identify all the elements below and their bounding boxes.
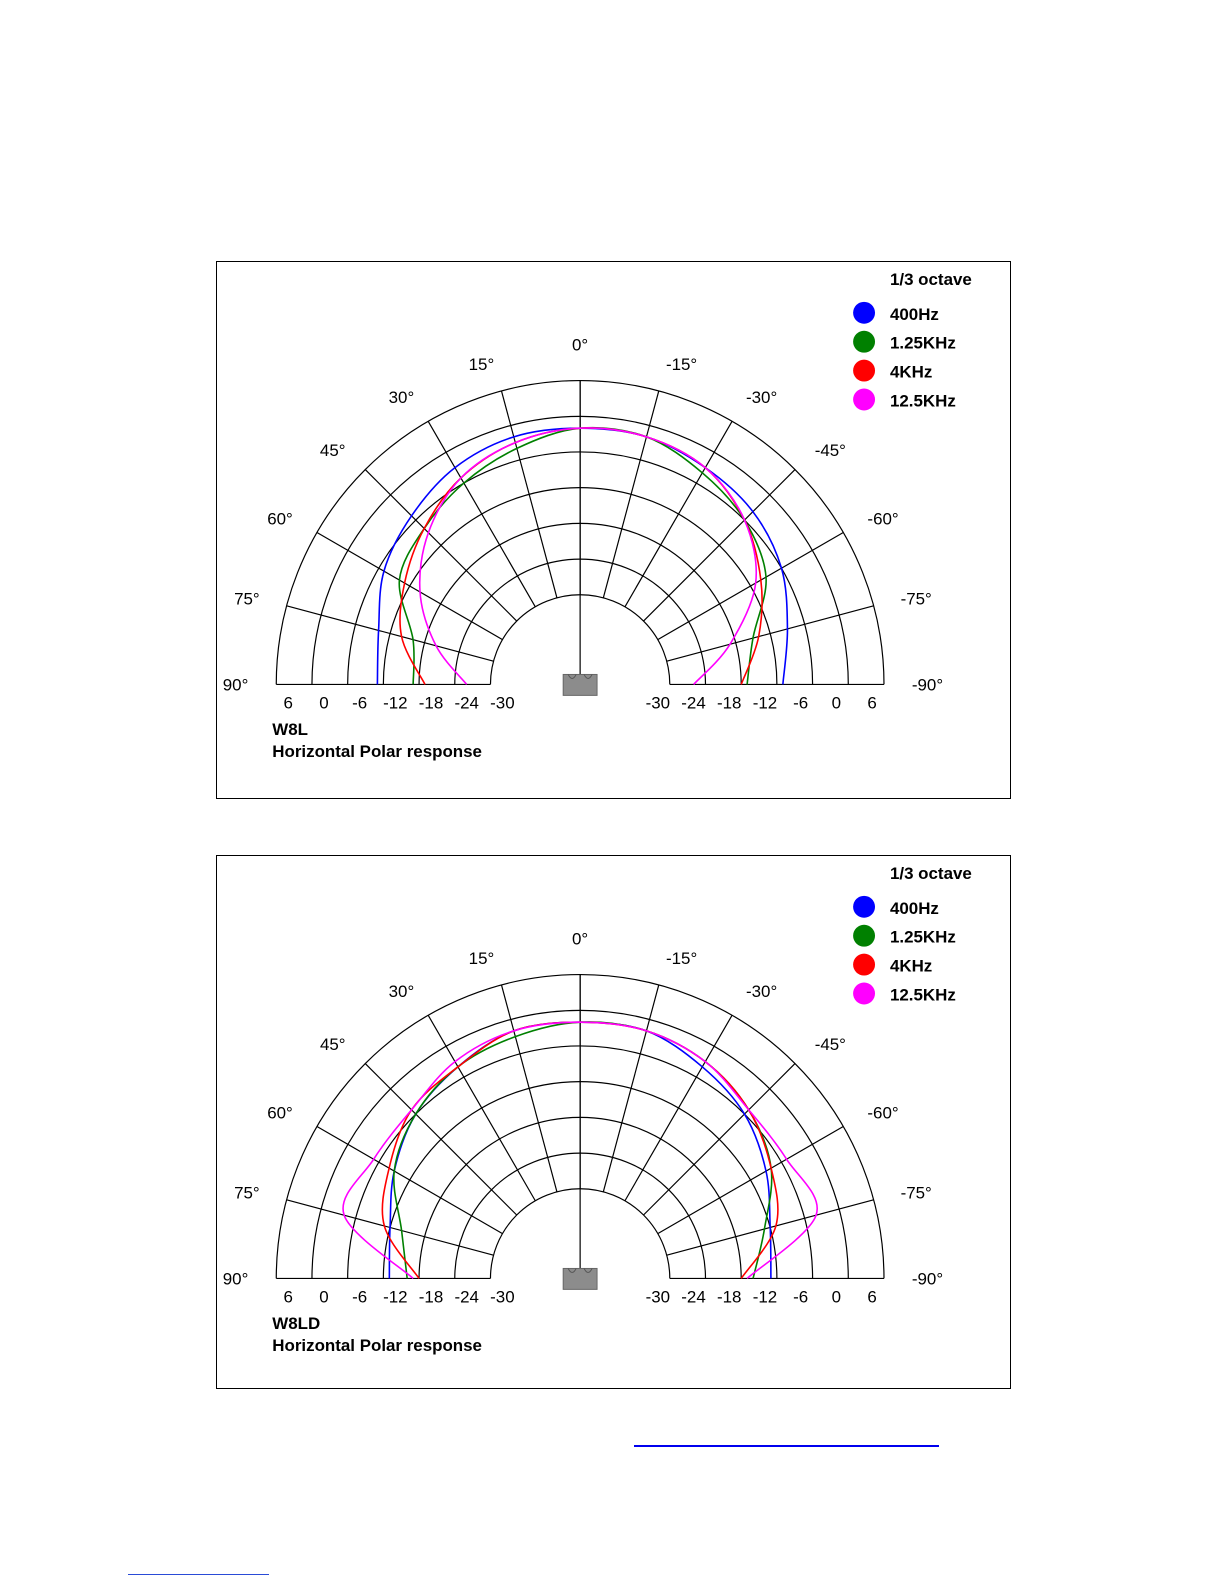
- radial-tick-label: 0: [319, 1287, 329, 1307]
- grid-spoke: [603, 391, 658, 598]
- legend-entry: 12.5KHz: [889, 985, 956, 1005]
- angle-label: 90°: [222, 1269, 249, 1289]
- radial-tick-label: -24: [454, 1287, 479, 1307]
- angle-label: -15°: [665, 354, 698, 374]
- legend-swatch: [853, 331, 875, 353]
- angle-label: -75°: [900, 1183, 932, 1203]
- hyperlink-underline[interactable]: [634, 1445, 939, 1447]
- legend-swatch: [853, 925, 875, 947]
- radial-tick-label: 0: [831, 693, 842, 713]
- radial-tick-label: -30: [490, 693, 515, 713]
- chart-subtitle: Horizontal Polar response: [272, 742, 482, 762]
- angle-label: -60°: [867, 509, 899, 529]
- polar-grid: [276, 381, 884, 687]
- polar-chart-svg: [217, 262, 1010, 798]
- angle-label: 45°: [319, 1034, 346, 1054]
- radial-tick-label: -18: [418, 693, 444, 713]
- radial-tick-label: -18: [418, 1287, 444, 1307]
- legend-entry: 1.25KHz: [889, 927, 956, 947]
- angle-label: 30°: [388, 982, 415, 1002]
- legend-swatch: [853, 389, 875, 411]
- angle-label: 15°: [468, 948, 495, 968]
- legend-title: 1/3 octave: [889, 269, 972, 289]
- driver-block: [563, 1268, 597, 1289]
- chart-title: W8L: [272, 720, 309, 740]
- angle-label: -60°: [867, 1103, 899, 1123]
- angle-label: -15°: [665, 948, 698, 968]
- radial-tick-label: -6: [352, 1287, 368, 1307]
- angle-label: -45°: [814, 1034, 846, 1054]
- grid-spoke: [428, 1015, 535, 1200]
- angle-label: 60°: [267, 509, 293, 529]
- radial-tick-label: -24: [681, 1287, 706, 1307]
- grid-spoke: [287, 606, 494, 661]
- angle-label: 30°: [388, 388, 415, 408]
- legend-title: 1/3 octave: [889, 863, 972, 883]
- legend-entry: 400Hz: [889, 898, 939, 918]
- radial-tick-label: 6: [867, 693, 877, 713]
- grid-spoke: [625, 1015, 732, 1200]
- angle-label: 75°: [234, 589, 260, 609]
- radial-tick-label: -24: [454, 693, 479, 713]
- radial-tick-label: -18: [716, 1287, 742, 1307]
- angle-label: 0°: [572, 929, 589, 949]
- angle-label: 60°: [267, 1103, 293, 1123]
- radial-tick-label: -12: [383, 1287, 408, 1307]
- polar-grid: [276, 975, 884, 1281]
- legend-entry: 1.25KHz: [889, 333, 956, 353]
- angle-label: -45°: [814, 440, 846, 460]
- angle-label: -30°: [746, 982, 778, 1002]
- grid-spoke: [501, 985, 556, 1192]
- grid-spoke: [658, 532, 844, 639]
- legend: [853, 864, 972, 1005]
- grid-spoke: [501, 391, 556, 598]
- angle-label: 0°: [572, 335, 589, 355]
- radial-tick-label: -12: [383, 693, 408, 713]
- angle-label: -75°: [900, 589, 932, 609]
- grid-spoke: [603, 985, 658, 1192]
- legend-entry: 4KHz: [889, 956, 933, 976]
- angle-label: 15°: [468, 354, 495, 374]
- radial-tick-label: -6: [793, 693, 809, 713]
- grid-spoke: [428, 421, 535, 607]
- radial-tick-label: -6: [352, 693, 368, 713]
- legend-swatch: [853, 360, 875, 382]
- angle-label: -30°: [746, 388, 778, 408]
- angle-label: -90°: [911, 1269, 944, 1289]
- polar-chart-w8ld: [216, 855, 1011, 1389]
- legend-swatch: [853, 983, 875, 1005]
- chart-title: W8LD: [272, 1314, 321, 1334]
- grid-spoke: [667, 606, 874, 661]
- radial-tick-label: -30: [490, 1287, 515, 1307]
- legend-swatch: [853, 302, 875, 324]
- radial-tick-label: 0: [319, 693, 329, 713]
- radial-tick-label: 6: [867, 1287, 877, 1307]
- polar-chart-w8l: [216, 261, 1011, 799]
- legend-entry: 12.5KHz: [889, 391, 956, 411]
- angle-label: 45°: [319, 440, 346, 460]
- angle-label: 90°: [222, 675, 249, 695]
- radial-tick-label: -6: [793, 1287, 809, 1307]
- radial-tick-label: -12: [752, 693, 778, 713]
- angle-label: -90°: [911, 675, 944, 695]
- legend-swatch: [853, 896, 875, 918]
- legend-swatch: [853, 954, 875, 976]
- radial-tick-label: -30: [645, 1287, 671, 1307]
- radial-tick-label: -24: [681, 693, 706, 713]
- angle-label: 75°: [234, 1183, 260, 1203]
- radial-tick-label: -18: [717, 693, 742, 713]
- radial-tick-label: 6: [283, 693, 293, 713]
- legend-entry: 4KHz: [889, 362, 933, 382]
- chart-subtitle: Horizontal Polar response: [272, 1336, 482, 1356]
- radial-tick-label: 6: [283, 1287, 293, 1307]
- grid-spoke: [365, 470, 516, 621]
- series-line-1-25khz: [394, 1022, 772, 1278]
- radial-tick-label: -30: [645, 693, 671, 713]
- radial-tick-label: 0: [831, 1287, 842, 1307]
- polar-chart-svg: [217, 856, 1010, 1388]
- driver-block: [563, 674, 597, 695]
- footnote-rule: [128, 1574, 269, 1575]
- legend-entry: 400Hz: [889, 304, 939, 324]
- radial-tick-label: -12: [752, 1287, 778, 1307]
- legend: [853, 270, 972, 411]
